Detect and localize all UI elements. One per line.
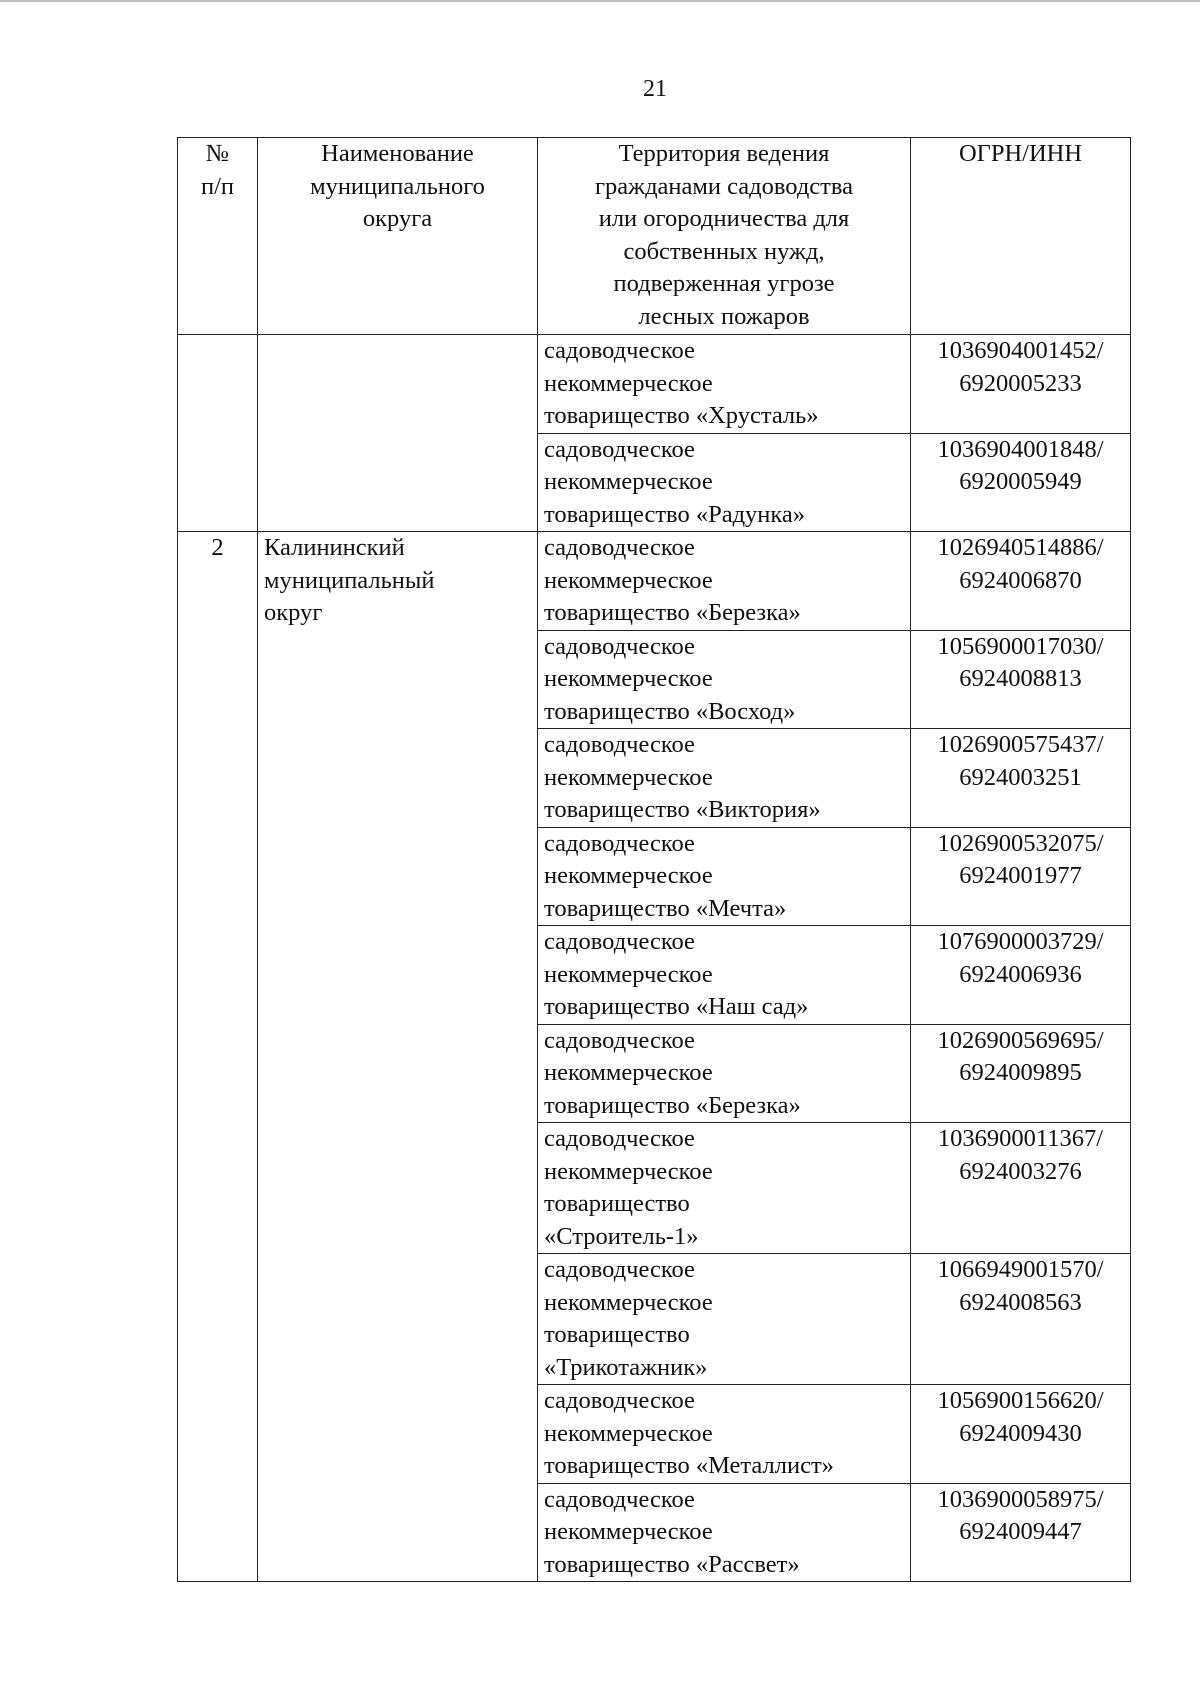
text-line: ОГРН/ИНН [958,140,1083,167]
text-line: товарищество [544,1321,690,1348]
text-line: 1036900058975/ [937,1485,1104,1513]
text-line: некоммерческое [544,960,713,988]
page-number: 21 [643,76,667,102]
text-line: некоммерческое [544,1518,713,1545]
text-line: 1036904001848/ [937,435,1104,463]
text-line: 6920005233 [959,369,1082,397]
header-district [258,138,538,335]
ogrn-inn-cell [911,827,1131,926]
text-line: лесных пожаров [638,302,810,330]
row-number-cell [178,335,258,532]
text-line: товарищество [544,1190,690,1217]
text-line: товарищество «Восход» [544,697,796,725]
text-line: п/п [200,172,235,200]
text-line: товарищество «Березка» [544,1091,801,1119]
territory-cell [538,729,911,828]
territory-cell [538,1123,911,1254]
registry-table [177,137,1131,1582]
text-line: товарищество «Наш сад» [544,993,809,1020]
text-line: некоммерческое [544,468,713,495]
ogrn-inn-cell [911,1024,1131,1123]
text-line: садоводческое [544,1387,695,1414]
text-line: товарищество «Радунка» [544,500,806,528]
text-line: некоммерческое [544,1157,713,1185]
text-line: товарищество «Рассвет» [544,1550,800,1578]
district-cell [258,335,538,532]
text-line: 1026900532075/ [937,829,1104,857]
table-row [178,335,1131,434]
text-line: товарищество «Березка» [544,599,801,626]
text-line: 6924009447 [959,1518,1082,1545]
table-header-row [178,138,1131,335]
text-line: 1056900156620/ [937,1387,1104,1414]
text-line: 6924006936 [959,960,1082,988]
ogrn-inn-cell [911,532,1131,631]
text-line: товарищество «Хрусталь» [544,402,819,429]
text-line: 6924001977 [959,862,1082,889]
text-line: 1066949001570/ [937,1256,1104,1283]
text-line: «Строитель-1» [544,1222,699,1250]
text-line: садоводческое [544,731,695,758]
text-line: собственных нужд, [623,237,825,265]
header-number [178,138,258,335]
text-line: 1036900011367/ [937,1125,1104,1152]
text-line: садоводческое [544,829,695,857]
text-line: Наименование [321,140,474,167]
territory-cell [538,433,911,532]
text-line: товарищество «Мечта» [544,894,787,922]
header-territory [538,138,911,335]
text-line: некоммерческое [544,369,713,397]
ogrn-inn-cell [911,1254,1131,1385]
text-line: садоводческое [544,928,695,955]
territory-cell [538,1254,911,1385]
text-line: некоммерческое [544,566,713,594]
territory-cell [538,335,911,434]
text-line: садоводческое [544,1125,695,1152]
text-line: садоводческое [544,337,695,364]
territory-cell [538,532,911,631]
text-line: муниципального [310,172,485,200]
text-line: 6924008563 [959,1288,1082,1316]
territory-cell [538,630,911,729]
ogrn-inn-cell [911,729,1131,828]
text-line: округа [362,205,433,232]
text-line: 6924003276 [959,1157,1082,1185]
text-line: садоводческое [544,1485,695,1513]
ogrn-inn-cell [911,1483,1131,1582]
text-line: 1056900017030/ [937,632,1104,660]
table-row [178,532,1131,631]
text-line: 6924009895 [959,1059,1082,1086]
text-line: подверженная угрозе [613,270,835,297]
text-line: товарищество «Виктория» [544,796,821,823]
text-line: Калининский [264,534,405,561]
text-line: 6924009430 [959,1419,1082,1447]
text-line: садоводческое [544,1026,695,1054]
text-line: муниципальный [264,566,435,594]
territory-cell [538,1024,911,1123]
district-cell [258,532,538,1582]
text-line: садоводческое [544,534,695,561]
text-line: некоммерческое [544,665,713,692]
scan-edge-line [0,0,1200,2]
text-line: товарищество «Металлист» [544,1452,834,1479]
header-ogrn-inn [911,138,1131,335]
ogrn-inn-cell [911,630,1131,729]
text-line: некоммерческое [544,1288,713,1316]
text-line: «Трикотажник» [544,1353,708,1381]
text-line: некоммерческое [544,763,713,791]
text-line: гражданами садоводства [594,172,854,200]
text-line: садоводческое [544,435,695,463]
text-line: некоммерческое [544,1419,713,1447]
ogrn-inn-cell [911,1385,1131,1484]
row-number-cell: 2 [178,532,258,1582]
text-line: 1026900575437/ [937,731,1104,758]
text-line: 6920005949 [959,468,1082,495]
text-line: № [205,140,230,167]
text-line: 6924006870 [959,566,1082,594]
text-line: Территория ведения [618,140,830,167]
territory-cell [538,926,911,1025]
text-line: 1026900569695/ [937,1026,1104,1054]
territory-cell [538,827,911,926]
ogrn-inn-cell [911,335,1131,434]
text-line: садоводческое [544,1256,695,1283]
ogrn-inn-cell [911,1123,1131,1254]
text-line: или огородничества для [598,205,850,232]
table-body [178,335,1131,1582]
text-line: некоммерческое [544,862,713,889]
ogrn-inn-cell [911,926,1131,1025]
text-line: 1076900003729/ [937,928,1104,955]
territory-cell [538,1385,911,1484]
ogrn-inn-cell [911,433,1131,532]
text-line: 1036904001452/ [937,337,1104,364]
text-line: некоммерческое [544,1059,713,1086]
text-line: округ [264,599,323,626]
text-line: 6924003251 [959,763,1082,791]
text-line: садоводческое [544,632,695,660]
text-line: 1026940514886/ [937,534,1104,561]
text-line: 6924008813 [959,665,1082,692]
territory-cell [538,1483,911,1582]
